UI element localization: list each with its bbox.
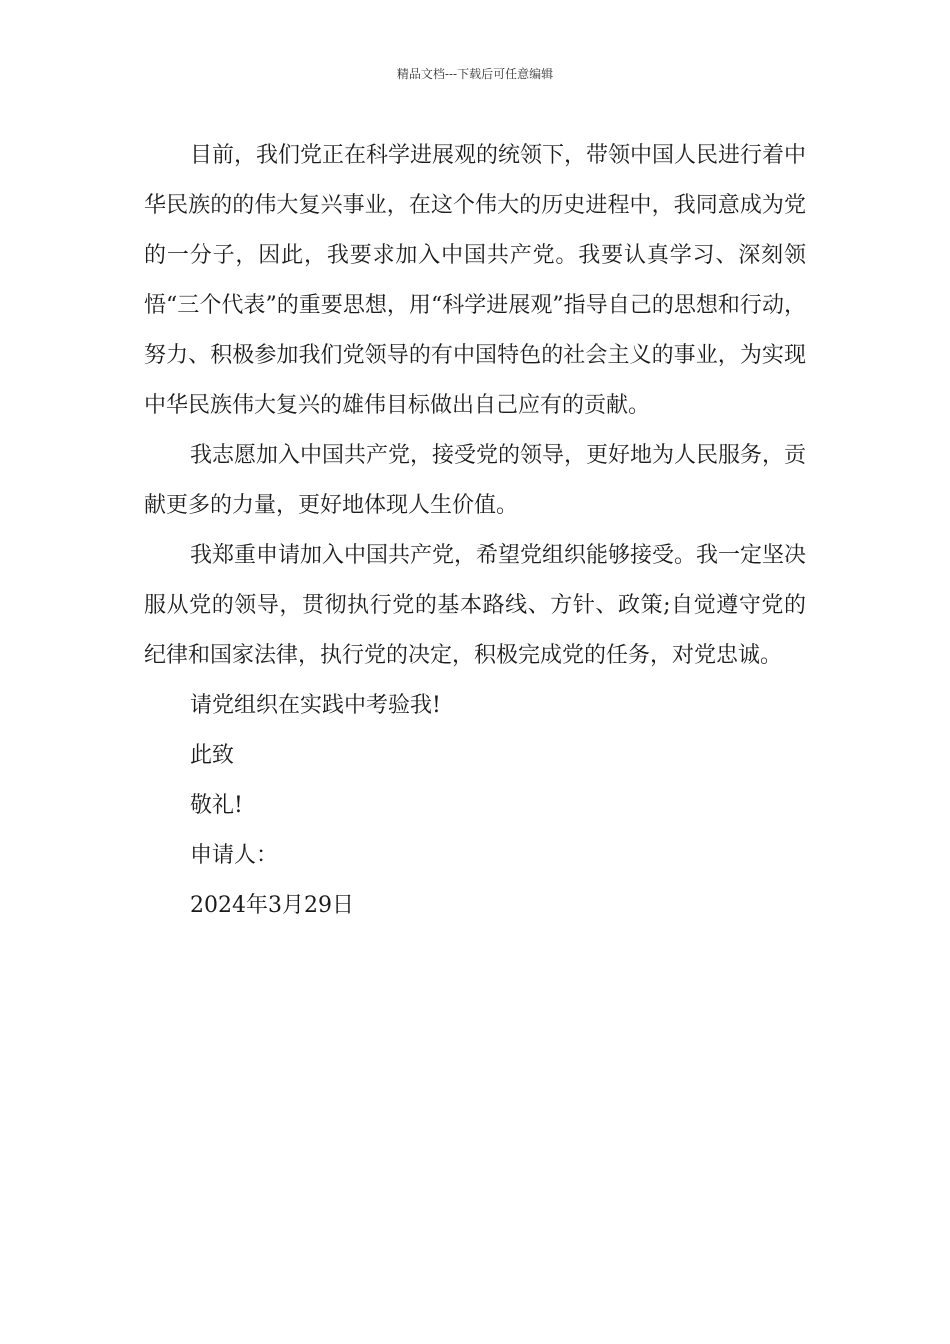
letter-paragraph-1: 目前，我们党正在科学进展观的统领下，带领中国人民进行着中华民族的的伟大复兴事业，在这个伟大的历史进程中，我同意成为党的一分子，因此，我要求加入中国共产党。我要认真学习、深刻领悟“三个代表”的重要思想，用“科学进展观”指导自己的思想和行动，努力、积极参加我们党领导的有中国特色的社会主义的事业，为实现中华民族伟大复兴的雄伟目标做出自己应有的贡献。 [144,143,807,418]
letter-date: 2024年3月29日 [190,893,354,918]
letter-body [144,131,806,931]
salutation-line-1: 此致 [190,743,235,768]
salutation-line-2: 敬礼! [190,793,243,818]
applicant-label: 申请人： [190,843,279,868]
page-header-note: 精品文档---下载后可任意编辑 [396,67,554,81]
letter-paragraph-2: 我志愿加入中国共产党，接受党的领导，更好地为人民服务，贡献更多的力量，更好地体现人生价值。 [144,443,807,518]
closing-request: 请党组织在实践中考验我! [190,693,441,718]
letter-paragraph-3: 我郑重申请加入中国共产党，希望党组织能够接受。我一定坚决服从党的领导，贯彻执行党的基本路线、方针、政策;自觉遵守党的纪律和国家法律，执行党的决定，积极完成党的任务，对党忠诚。 [144,543,807,668]
